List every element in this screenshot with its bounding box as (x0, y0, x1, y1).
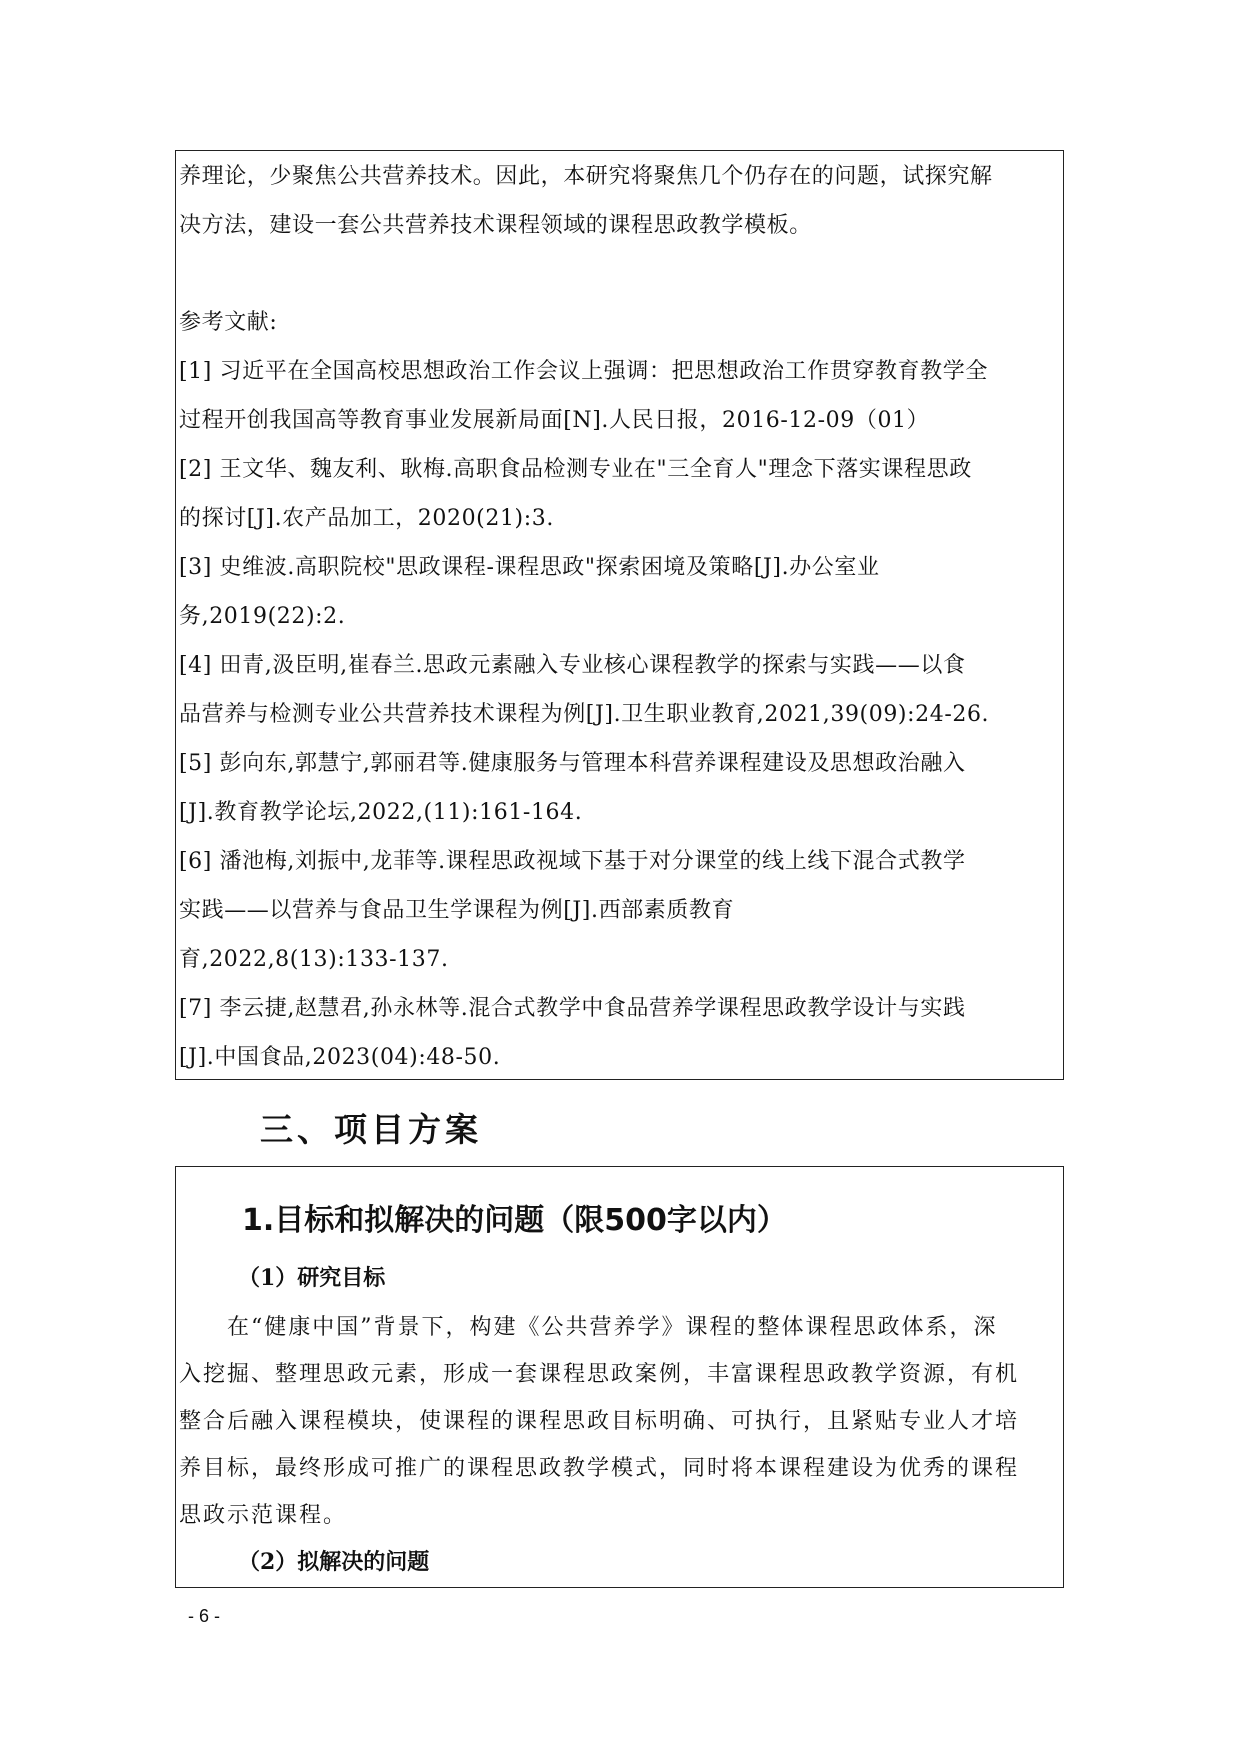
reference-line: [4] 田青,汲臣明,崔春兰.思政元素融入专业核心课程教学的探索与实践——以食 (179, 653, 966, 678)
text-line: 决方法，建设一套公共营养技术课程领域的课程思政教学模板。 (179, 213, 812, 238)
references-label: 参考文献: (179, 310, 278, 335)
reference-line: [J].中国食品,2023(04):48-50. (179, 1045, 501, 1070)
paragraph-line: 整合后融入课程模块，使课程的课程思政目标明确、可执行，且紧贴专业人才培 (179, 1409, 1020, 1434)
paragraph-line: 入挖掘、整理思政元素，形成一套课程思政案例，丰富课程思政教学资源，有机 (179, 1362, 1020, 1387)
text-line: 养理论，少聚焦公共营养技术。因此，本研究将聚焦几个仍存在的问题，试探究解 (179, 164, 993, 189)
reference-line: [3] 史维波.高职院校"思政课程-课程思政"探索困境及策略[J].办公室业 (179, 555, 880, 580)
problems-label: （2）拟解决的问题 (238, 1549, 430, 1575)
references-box (175, 150, 1064, 1080)
subsection-title: 1.目标和拟解决的问题（限500字以内） (242, 1203, 787, 1238)
research-goal-label: （1）研究目标 (238, 1265, 386, 1291)
reference-line: 的探讨[J].农产品加工，2020(21):3. (179, 506, 554, 531)
reference-line: [6] 潘池梅,刘振中,龙菲等.课程思政视域下基于对分课堂的线上线下混合式教学 (179, 849, 966, 874)
paragraph-line: 在“健康中国”背景下，构建《公共营养学》课程的整体课程思政体系，深 (227, 1315, 998, 1340)
page-number: - 6 - (188, 1606, 221, 1626)
reference-line: 育,2022,8(13):133-137. (179, 947, 449, 972)
section-heading: 三、项目方案 (260, 1110, 482, 1149)
reference-line: [2] 王文华、魏友利、耿梅.高职食品检测专业在"三全育人"理念下落实课程思政 (179, 457, 972, 482)
reference-line: 实践——以营养与食品卫生学课程为例[J].西部素质教育 (179, 898, 735, 923)
reference-line: 过程开创我国高等教育事业发展新局面[N].人民日报，2016-12-09（01） (179, 408, 930, 433)
reference-line: 品营养与检测专业公共营养技术课程为例[J].卫生职业教育,2021,39(09):24-26. (179, 702, 990, 727)
reference-line: [J].教育教学论坛,2022,(11):161-164. (179, 800, 583, 825)
project-plan-box (175, 1166, 1064, 1588)
reference-line: 务,2019(22):2. (179, 604, 346, 629)
paragraph-line: 思政示范课程。 (179, 1503, 348, 1528)
reference-line: [5] 彭向东,郭慧宁,郭丽君等.健康服务与管理本科营养课程建设及思想政治融入 (179, 751, 966, 776)
reference-line: [7] 李云捷,赵慧君,孙永林等.混合式教学中食品营养学课程思政教学设计与实践 (179, 996, 966, 1021)
reference-line: [1] 习近平在全国高校思想政治工作会议上强调：把思想政治工作贯穿教育教学全 (179, 359, 988, 384)
paragraph-line: 养目标，最终形成可推广的课程思政教学模式，同时将本课程建设为优秀的课程 (179, 1456, 1020, 1481)
